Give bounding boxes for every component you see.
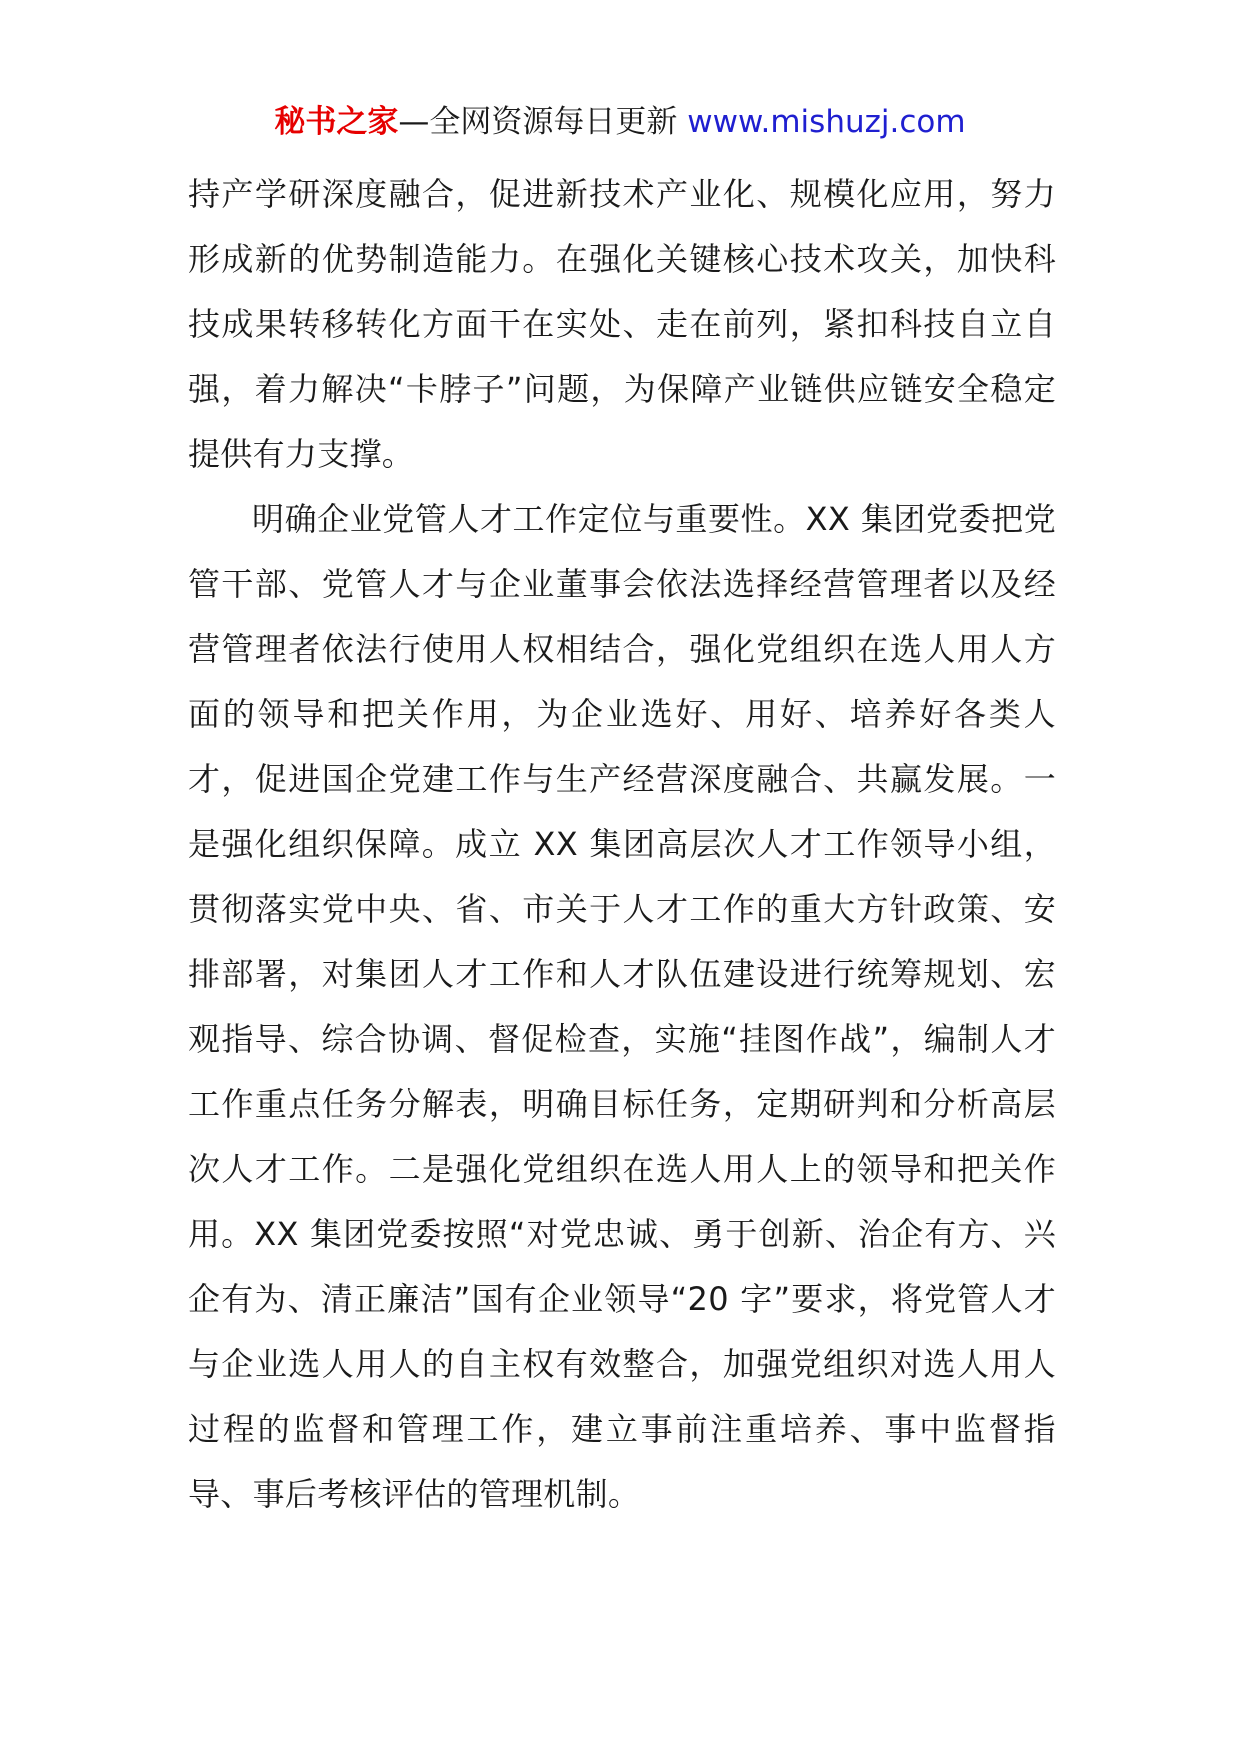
document-body	[188, 162, 1056, 1527]
paragraph-talent-work: 明确企业党管人才工作定位与重要性。XX 集团党委把党管干部、党管人才与企业董事会依法选择经营管理者以及经营管理者依法行使用人权相结合，强化党组织在选人用人方面的领导和把关作用，为企业选好、用好、培养好各类人才，促进国企党建工作与生产经营深度融合、共赢发展。一是强化组织保障。成立 XX 集团高层次人才工作领导小组，贯彻落实党中央、省、市关于人才工作的重大方针政策、安排部署，对集团人才工作和人才队伍建设进行统筹规划、宏观指导、综合协调、督促检查，实施“挂图作战”，编制人才工作重点任务分解表，明确目标任务，定期研判和分析高层次人才工作。二是强化党组织在选人用人上的领导和把关作用。XX 集团党委按照“对党忠诚、勇于创新、治企有方、兴企有为、清正廉洁”国有企业领导“20 字”要求，将党管人才与企业选人用人的自主权有效整合，加强党组织对选人用人过程的监督和管理工作，建立事前注重培养、事中监督指导、事后考核评估的管理机制。	[188, 500, 1056, 1513]
brand-name: 秘书之家	[274, 104, 399, 140]
header-tagline: —全网资源每日更新	[398, 104, 678, 140]
page-header	[0, 102, 1240, 142]
paragraph-continued: 持产学研深度融合，促进新技术产业化、规模化应用，努力形成新的优势制造能力。在强化关键核心技术攻关，加快科技成果转移转化方面干在实处、走在前列，紧扣科技自立自强，着力解决“卡脖子”问题，为保障产业链供应链安全稳定提供有力支撑。	[188, 175, 1056, 473]
website-link[interactable]: www.mishuzj.com	[687, 104, 966, 140]
